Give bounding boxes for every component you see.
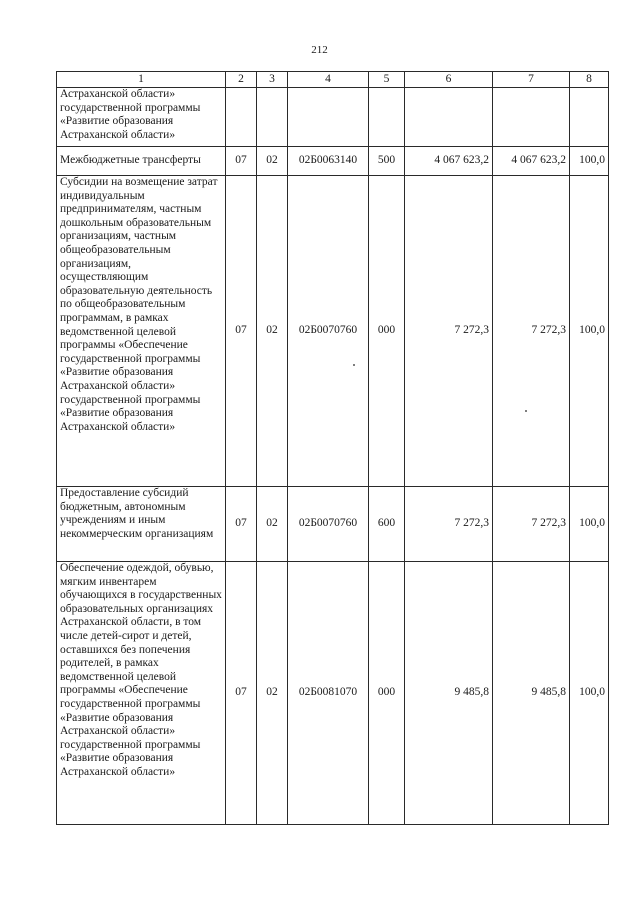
row-csr bbox=[288, 88, 369, 147]
row-rz: 07 bbox=[226, 176, 257, 487]
row-pr: 02 bbox=[257, 562, 288, 825]
row-rz: 07 bbox=[226, 562, 257, 825]
row-plan: 4 067 623,2 bbox=[405, 147, 493, 176]
col-header-4: 4 bbox=[288, 72, 369, 88]
page-number: 212 bbox=[311, 44, 328, 56]
row-pr: 02 bbox=[257, 147, 288, 176]
row-vr: 500 bbox=[369, 147, 405, 176]
row-pr: 02 bbox=[257, 176, 288, 487]
row-name: Астраханской области» государственной программы «Развитие образования Астраханской области» bbox=[57, 88, 226, 147]
table-row bbox=[57, 487, 609, 562]
row-name: Субсидии на возмещение затрат индивидуальным предпринимателям, частным дошкольным образовательным организациям, частным общеобразовательным организациям, осуществляющим образовательную деятельность по общеобразовательным программам, в рамках ведомственной целевой программы «Обеспечение государственной программы «Развитие образования Астраханской области» государственной программы «Развитие образования Астраханской области» bbox=[57, 176, 226, 487]
row-vr: 000 bbox=[369, 562, 405, 825]
header-row bbox=[57, 72, 609, 88]
row-vr: 600 bbox=[369, 487, 405, 562]
row-csr: 02Б0063140 bbox=[288, 147, 369, 176]
scan-speck bbox=[353, 364, 355, 366]
row-name: Межбюджетные трансферты bbox=[57, 147, 226, 176]
row-csr: 02Б0070760 bbox=[288, 487, 369, 562]
row-rz: 07 bbox=[226, 487, 257, 562]
table-row bbox=[57, 562, 609, 825]
row-fact: 7 272,3 bbox=[493, 176, 570, 487]
row-percent: 100,0 bbox=[570, 562, 609, 825]
table-row bbox=[57, 147, 609, 176]
row-plan bbox=[405, 88, 493, 147]
row-rz: 07 bbox=[226, 147, 257, 176]
row-percent bbox=[570, 88, 609, 147]
col-header-2: 2 bbox=[226, 72, 257, 88]
col-header-6: 6 bbox=[405, 72, 493, 88]
row-pr bbox=[257, 88, 288, 147]
row-plan: 9 485,8 bbox=[405, 562, 493, 825]
row-fact: 9 485,8 bbox=[493, 562, 570, 825]
row-plan: 7 272,3 bbox=[405, 487, 493, 562]
row-csr: 02Б0081070 bbox=[288, 562, 369, 825]
row-name: Предоставление субсидий бюджетным, автономным учреждениям и иным некоммерческим организациям bbox=[57, 487, 226, 562]
row-percent: 100,0 bbox=[570, 147, 609, 176]
table-row bbox=[57, 176, 609, 487]
col-header-8: 8 bbox=[570, 72, 609, 88]
budget-table bbox=[56, 71, 609, 825]
col-header-5: 5 bbox=[369, 72, 405, 88]
row-vr bbox=[369, 88, 405, 147]
row-pr: 02 bbox=[257, 487, 288, 562]
scan-speck bbox=[525, 410, 527, 412]
table-row bbox=[57, 88, 609, 147]
col-header-7: 7 bbox=[493, 72, 570, 88]
col-header-1: 1 bbox=[57, 72, 226, 88]
row-fact bbox=[493, 88, 570, 147]
row-percent: 100,0 bbox=[570, 176, 609, 487]
row-csr: 02Б0070760 bbox=[288, 176, 369, 487]
row-vr: 000 bbox=[369, 176, 405, 487]
row-name: Обеспечение одеждой, обувью, мягким инвентарем обучающихся в государственных образовательных организациях Астраханской области, в том числе детей-сирот и детей, оставшихся без попечения родителей, в рамках ведомственной целевой программы «Обеспечение государственной программы «Развитие образования Астраханской области» государственной программы «Развитие образования Астраханской области» bbox=[57, 562, 226, 825]
row-plan: 7 272,3 bbox=[405, 176, 493, 487]
row-fact: 4 067 623,2 bbox=[493, 147, 570, 176]
col-header-3: 3 bbox=[257, 72, 288, 88]
row-rz bbox=[226, 88, 257, 147]
row-fact: 7 272,3 bbox=[493, 487, 570, 562]
row-percent: 100,0 bbox=[570, 487, 609, 562]
